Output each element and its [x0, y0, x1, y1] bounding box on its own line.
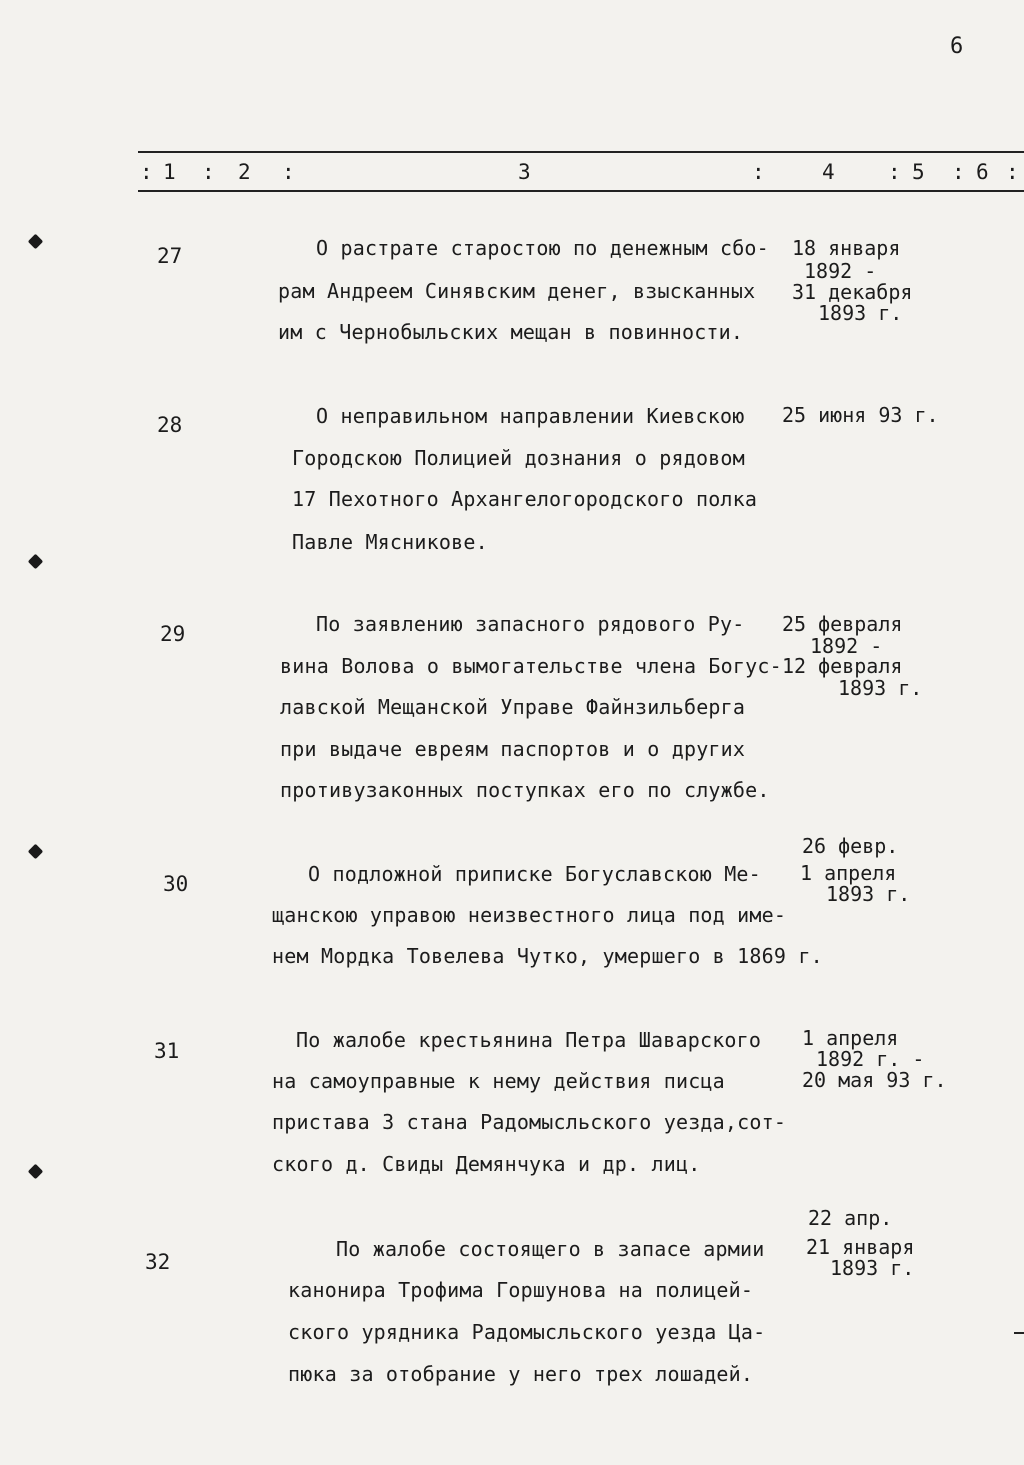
- entry-date-line: 1892 -: [804, 259, 877, 283]
- entry-date-line: 1893 г.: [838, 676, 923, 700]
- entry-text-line: О подложной приписке Богуславскою Ме-: [308, 862, 761, 886]
- entry-date-line: 1892 г. -: [816, 1047, 925, 1071]
- entry-text-line: вина Волова о вымогательстве члена Богус-: [280, 654, 782, 678]
- column-header-4: 4: [822, 160, 835, 184]
- column-header-6: 6: [976, 160, 989, 184]
- entry-date-line: 1893 г.: [826, 882, 911, 906]
- page-number: 6: [950, 34, 964, 59]
- entry-text-line: противузаконных поступках его по службе.: [280, 778, 770, 802]
- header-separator: :: [140, 160, 153, 184]
- binder-hole-mark: [28, 1164, 44, 1180]
- entry-text-line: канонира Трофима Горшунова на полицей-: [288, 1278, 754, 1302]
- entry-number: 28: [157, 413, 183, 437]
- entry-number: 31: [154, 1039, 180, 1063]
- entry-text-line: при выдаче евреям паспортов и о других: [280, 737, 746, 761]
- header-separator: :: [752, 160, 765, 184]
- entry-date-line: 1893 г.: [818, 301, 903, 325]
- column-header-2: 2: [238, 160, 251, 184]
- entry-text-line: По жалобе состоящего в запасе армии: [336, 1237, 765, 1261]
- header-separator: :: [282, 160, 295, 184]
- entry-text-line: О неправильном направлении Киевскою: [316, 404, 745, 428]
- header-separator: :: [1006, 160, 1019, 184]
- entry-number: 29: [160, 622, 186, 646]
- binder-hole-mark: [28, 844, 44, 860]
- header-rule-top: [138, 151, 1024, 153]
- entry-text-line: рам Андреем Синявским денег, взысканных: [278, 279, 756, 303]
- entry-text-line: ского урядника Радомысльского уезда Ца-: [288, 1320, 766, 1344]
- entry-text-line: пюка за отобрание у него трех лошадей.: [288, 1362, 754, 1386]
- entry-text-line: им с Чернобыльских мещан в повинности.: [278, 320, 744, 344]
- column-header-5: 5: [912, 160, 925, 184]
- header-separator: :: [888, 160, 901, 184]
- entry-text-line: По заявлению запасного рядового Ру-: [316, 612, 745, 636]
- entry-date-line: 26 февр.: [802, 834, 899, 858]
- entry-text-line: ского д. Свиды Демянчука и др. лиц.: [272, 1152, 701, 1176]
- entry-text-line: на самоуправные к нему действия писца: [272, 1069, 725, 1093]
- entry-text-line: щанскою управою неизвестного лица под име-: [272, 903, 787, 927]
- entry-date-line: 20 мая 93 г.: [802, 1068, 947, 1092]
- entry-date-line: 31 декабря: [792, 280, 913, 304]
- margin-mark: [1014, 1332, 1024, 1334]
- entry-text-line: Городскою Полицией дознания о рядовом: [292, 446, 745, 470]
- column-header-3: 3: [518, 160, 531, 184]
- entry-text-line: пристава 3 стана Радомысльского уезда,сот-: [272, 1110, 787, 1134]
- entry-date-line: 18 января: [792, 236, 901, 260]
- entry-text-line: О растрате старостою по денежным сбо-: [316, 236, 769, 260]
- entry-date-line: 25 февраля: [782, 612, 903, 636]
- entry-text-line: 17 Пехотного Архангелогородского полка: [292, 487, 758, 511]
- entry-text-line: По жалобе крестьянина Петра Шаварского: [296, 1028, 762, 1052]
- entry-date-line: 21 января: [806, 1235, 915, 1259]
- entry-date-line: 1892 -: [810, 634, 883, 658]
- entry-date-line: 12 февраля: [782, 654, 903, 678]
- entry-date-line: 22 апр.: [808, 1206, 893, 1230]
- column-header-1: 1: [163, 160, 176, 184]
- entry-number: 32: [145, 1250, 171, 1274]
- entry-date-line: 1893 г.: [830, 1256, 915, 1280]
- entry-text-line: Павле Мясникове.: [292, 530, 488, 554]
- entry-date-line: 25 июня 93 г.: [782, 403, 939, 427]
- entry-date-line: 1 апреля: [800, 861, 897, 885]
- entry-date-line: 1 апреля: [802, 1026, 899, 1050]
- binder-hole-mark: [28, 554, 44, 570]
- entry-text-line: лавской Мещанской Управе Файнзильберга: [280, 695, 746, 719]
- entry-text-line: нем Мордка Товелева Чутко, умершего в 1869 г.: [272, 944, 823, 968]
- entry-number: 27: [157, 244, 183, 268]
- header-separator: :: [202, 160, 215, 184]
- header-rule-bottom: [138, 190, 1024, 192]
- binder-hole-mark: [28, 234, 44, 250]
- entry-number: 30: [163, 872, 189, 896]
- header-separator: :: [952, 160, 965, 184]
